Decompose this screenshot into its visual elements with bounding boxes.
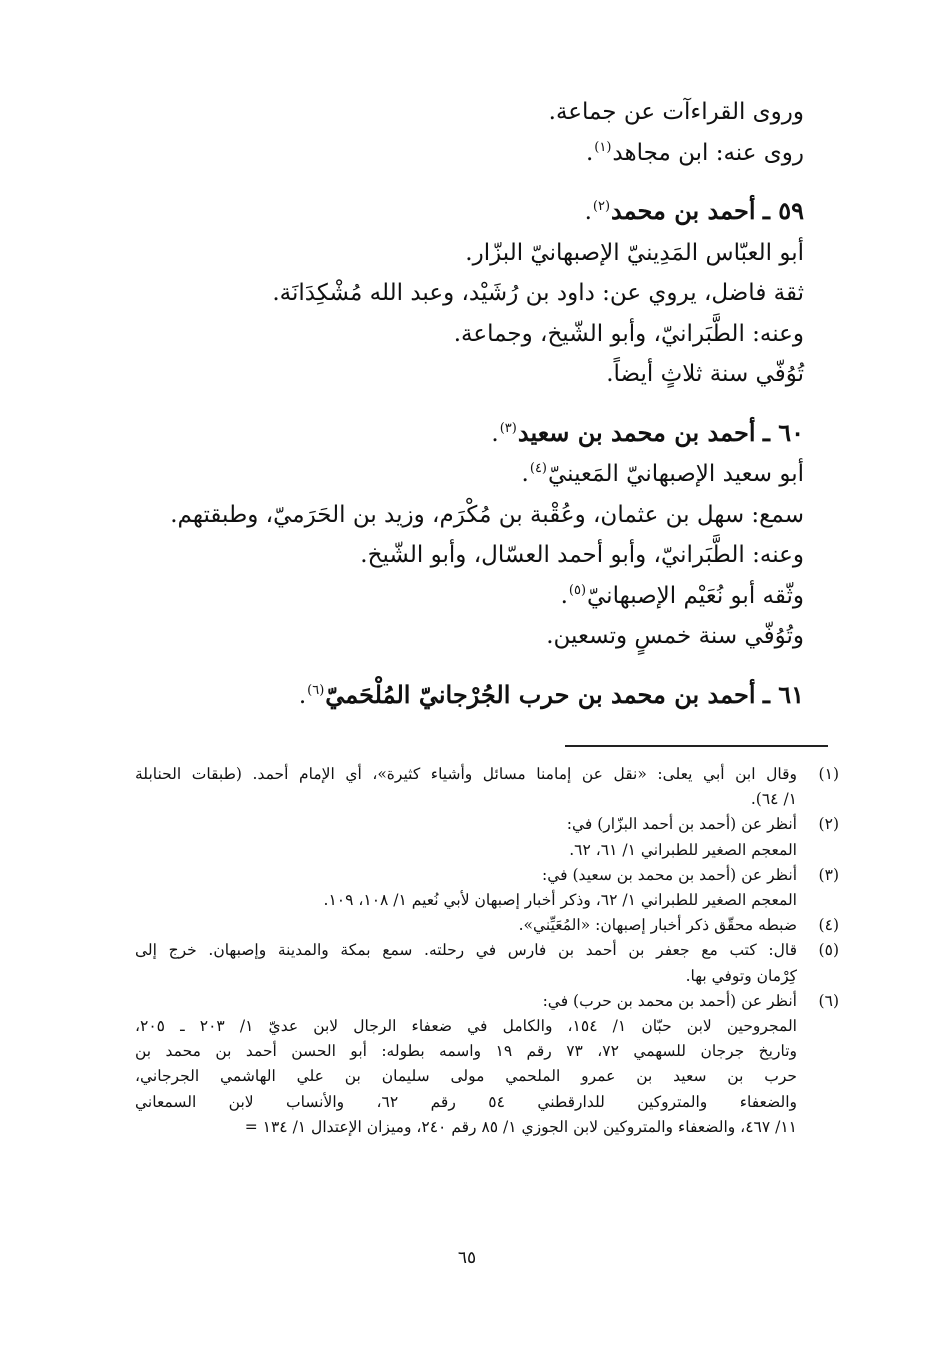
text-line — [130, 314, 804, 355]
text-line — [130, 616, 804, 657]
footnote-ref: (٢) — [592, 199, 611, 215]
footnote-number: (٤) — [818, 916, 839, 935]
line-text: وثّقه أبو نُعَيْم الإصبهانيّ — [587, 582, 804, 609]
line-punct: . — [491, 420, 499, 447]
text-line — [130, 354, 804, 395]
line-text: وروى القراءآت عن جماعة. — [548, 99, 804, 125]
entry-heading — [130, 413, 804, 455]
entry-name: أحمد بن محمد — [611, 196, 756, 225]
footnote-line: ضبطه محقّق ذكر أخبار إصبهان: «المُعَيِّني». — [518, 916, 797, 935]
line-text: ثقة فاضل، يروي عن: داود بن رُشَيْد، وعبد الله مُشْكِدَانَة. — [272, 280, 804, 306]
footnote-line: أنظر عن (أحمد بن أحمد البزّار) في: — [566, 815, 797, 834]
line-punct: . — [298, 682, 307, 709]
line-punct: . — [585, 139, 594, 166]
footnote-line: قال: كتب مع جعفر بن أحمد بن فارس في رحلته. سمع بمكة والمدينة وإصبهان. خرج إلى — [135, 941, 797, 960]
line-text: أبو العبّاس المَدِينيّ الإصبهانيّ البزّار. — [465, 239, 804, 266]
text-line — [130, 576, 804, 617]
footnote-line: وقال ابن أبي يعلى: «نقل عن إمامنا مسائل وأشياء كثيرة»، أي الإمام أحمد. (طبقات الحنابلة — [135, 765, 797, 783]
main-text — [130, 92, 804, 716]
footnote-ref: (٦) — [307, 682, 325, 698]
footnote-ref: (٤) — [529, 461, 547, 477]
footnote-line: المعجم الصغير للطبراني ١/ ٦٢، وذكر أخبار إصبهان لأبي نُعيم ١/ ١٠٨، ١٠٩. — [323, 891, 797, 910]
line-text: وتُوُفّي سنة خمسٍ وتسعين. — [546, 623, 804, 649]
spacer — [130, 657, 804, 675]
footnote-line: والضعفاء والمتروكين للدارقطني ٥٤ رقم ٦٢، والأنساب لابن السمعاني — [135, 1092, 797, 1111]
footnote-line: وتاريخ جرجان للسهمي ٧٢، ٧٣ رقم ١٩ واسمه بطوله: أبو الحسن أحمد بن محمد بن — [135, 1042, 797, 1061]
spacer — [130, 395, 804, 413]
text-line — [130, 454, 804, 495]
text-line — [130, 495, 804, 536]
text-line — [130, 133, 804, 174]
footnote-line: كِرْمان وتوفي بها. — [685, 966, 797, 985]
text-line — [130, 273, 804, 314]
footnote-line: أنظر عن (أحمد بن محمد بن سعيد) في: — [542, 865, 797, 884]
footnote-line: المجروحين لابن حبّان ١/ ١٥٤، والكامل في ضعفاء الرجال لابن عديّ ١/ ٢٠٣ ـ ٢٠٥، — [135, 1017, 797, 1036]
footnote-ref: (٥) — [568, 582, 587, 598]
line-text: وعنه: الطَّبَرانيّ، وأبو الشّيخ، وجماعة. — [453, 320, 804, 347]
footnote — [135, 913, 839, 938]
footnotes — [135, 762, 839, 1140]
text-line — [130, 535, 804, 576]
text-line — [130, 233, 804, 274]
entry-number: ٥٩ ـ — [762, 196, 804, 225]
footnote — [135, 989, 839, 1140]
footnote — [135, 938, 839, 988]
entry-number: ٦١ ـ — [762, 679, 804, 709]
line-punct: . — [560, 582, 568, 609]
footnote-line: المعجم الصغير للطبراني ١/ ٦١، ٦٢. — [569, 840, 797, 859]
text-line — [130, 92, 804, 133]
footnote-line: ١١/ ٤٦٧، والضعفاء والمتروكين لابن الجوزي ١/ ٨٥ رقم ٢٤٠، وميزان الإعتدال ١/ ١٣٤ = — [244, 1117, 797, 1136]
line-text: وعنه: الطَّبَرانيّ، وأبو أحمد العسّال، وأبو الشّيخ. — [360, 542, 804, 568]
line-text: روى عنه: ابن مجاهد — [612, 139, 804, 166]
footnote — [135, 863, 839, 913]
footnote-number: (٢) — [818, 815, 839, 834]
entry-heading — [130, 191, 804, 233]
footnote-line: حرب بن سعيد بن عمرو الملحمي مولى سليمان بن علي الهاشمي الجرجاني، — [135, 1067, 797, 1086]
footnote — [135, 812, 839, 862]
page-number: ٦٥ — [457, 1248, 477, 1268]
entry-name: أحمد بن محمد بن حرب الجُرْجانيّ المُلْحَميّ — [325, 679, 756, 709]
footnote-line: أنظر عن (أحمد بن محمد بن حرب) في: — [542, 991, 797, 1010]
footnote-number: (٣) — [818, 865, 839, 884]
spacer — [130, 173, 804, 191]
footnote — [135, 762, 839, 812]
footnote-separator — [565, 745, 828, 747]
footnote-number: (١) — [818, 765, 839, 783]
entry-name: أحمد بن محمد بن سعيد — [517, 417, 756, 447]
line-punct: . — [521, 461, 529, 487]
footnote-number: (٥) — [818, 941, 839, 960]
footnote-ref: (١) — [594, 139, 612, 155]
line-text: أبو سعيد الإصبهانيّ المَعينيّ — [548, 461, 804, 487]
entry-number: ٦٠ ـ — [762, 417, 804, 447]
footnote-line: ١/ ٦٤). — [750, 790, 797, 809]
line-text: تُوُفّي سنة ثلاثٍ أيضاً. — [606, 361, 804, 387]
line-text: سمع: سهل بن عثمان، وعُقْبة بن مُكْرَم، وزيد بن الحَرَميّ، وطبقتهم. — [170, 501, 804, 528]
footnote-number: (٦) — [818, 991, 839, 1010]
line-punct: . — [584, 199, 592, 225]
entry-heading — [130, 675, 804, 717]
footnote-ref: (٣) — [499, 420, 517, 436]
